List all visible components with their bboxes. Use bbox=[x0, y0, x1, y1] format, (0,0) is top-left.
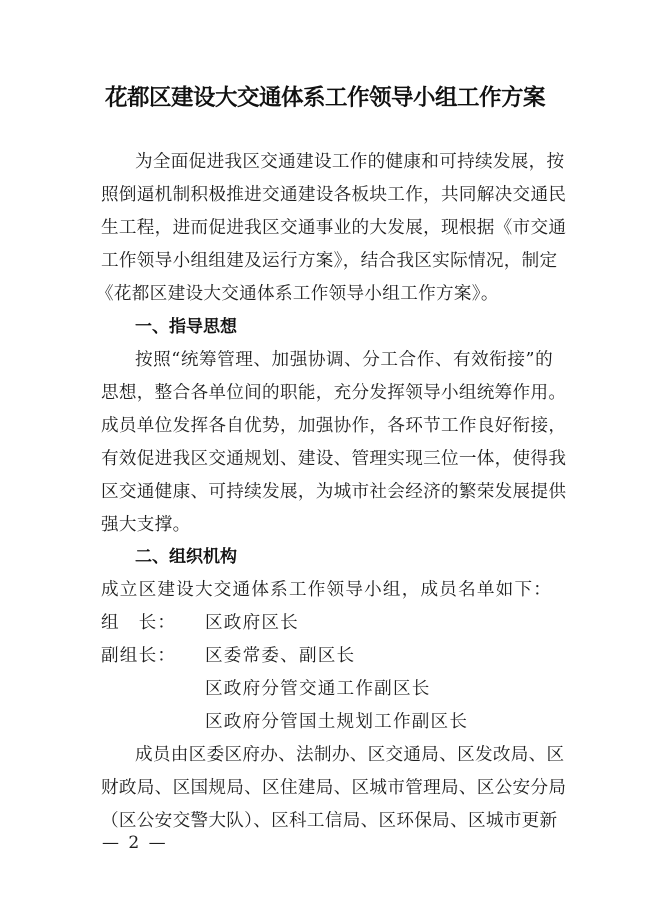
section1-line-3: 成员单位发挥各自优势，加强协作，各环节工作良好衔接， bbox=[101, 416, 567, 436]
section1-line-5: 区交通健康、可持续发展，为城市社会经济的繁荣发展提供 bbox=[101, 482, 567, 502]
section-heading-guiding-ideology: 一、指导思想 bbox=[135, 317, 237, 337]
section1-line-2: 思想，整合各单位间的职能，充分发挥领导小组统筹作用。 bbox=[101, 383, 567, 403]
section1-line-4: 有效促进我区交通规划、建设、管理实现三位一体，使得我 bbox=[101, 449, 567, 469]
page-number: — 2 — bbox=[102, 833, 168, 853]
section1-line-1: 按照“统筹管理、加强协调、分工合作、有效衔接”的 bbox=[135, 350, 553, 370]
deputy-value-2: 区政府分管交通工作副区长 bbox=[205, 679, 431, 699]
deputy-value-3: 区政府分管国土规划工作副区长 bbox=[205, 712, 469, 732]
deputy-value-1: 区委常委、副区长 bbox=[205, 646, 356, 666]
intro-line-4: 工作领导小组组建及运行方案》，结合我区实际情况，制定 bbox=[101, 251, 558, 271]
organization-intro-line: 成立区建设大交通体系工作领导小组，成员名单如下： bbox=[101, 580, 553, 600]
members-line-1: 成员由区委区府办、法制办、区交通局、区发改局、区 bbox=[135, 745, 565, 765]
document-title: 花都区建设大交通体系工作领导小组工作方案 bbox=[104, 85, 545, 111]
intro-line-3: 生工程，进而促进我区交通事业的大发展，现根据《市交通 bbox=[101, 218, 567, 238]
leader-label: 组 长： bbox=[101, 613, 177, 633]
leader-value: 区政府区长 bbox=[205, 613, 299, 633]
section-heading-organization: 二、组织机构 bbox=[135, 547, 237, 567]
members-line-2: 财政局、区国规局、区住建局、区城市管理局、区公安分局 bbox=[101, 778, 567, 798]
intro-line-2: 照倒逼机制积极推进交通建设各板块工作，共同解决交通民 bbox=[101, 185, 567, 205]
members-line-3: （区公安交警大队）、区科工信局、区环保局、区城市更新 bbox=[101, 811, 558, 831]
intro-line-1: 为全面促进我区交通建设工作的健康和可持续发展，按 bbox=[135, 152, 565, 172]
intro-line-5: 《花都区建设大交通体系工作领导小组工作方案》。 bbox=[96, 284, 499, 304]
deputy-label: 副组长： bbox=[101, 646, 177, 666]
section1-line-6: 强大支撑。 bbox=[101, 515, 191, 535]
